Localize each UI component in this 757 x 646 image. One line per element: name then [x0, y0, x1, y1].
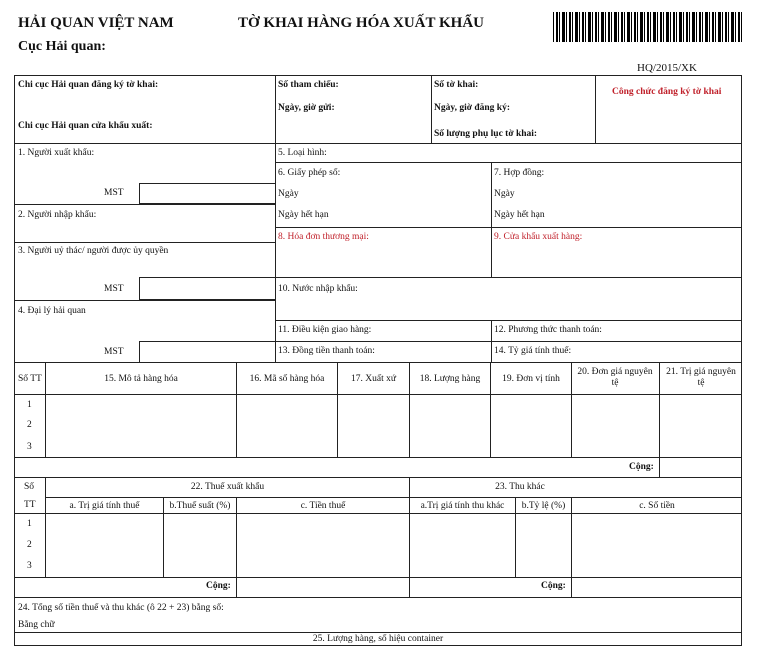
tax-stt-label: Số	[24, 482, 35, 492]
divider	[409, 477, 410, 597]
giay-phep-label: 6. Giấy phép số:	[278, 168, 341, 178]
giay-phep-het-han-label: Ngày hết hạn	[278, 210, 329, 220]
goods-row-3: 3	[27, 442, 32, 452]
divider	[14, 300, 276, 301]
giay-phep-ngay-label: Ngày	[278, 189, 299, 199]
goods-row-1: 1	[27, 400, 32, 410]
org-name: HẢI QUAN VIỆT NAM	[18, 15, 174, 31]
nuoc-nk-label: 10. Nước nhập khẩu:	[278, 284, 358, 294]
divider	[595, 75, 596, 143]
tax-thu-khac-header: 23. Thu khác	[495, 482, 545, 492]
divider	[14, 513, 742, 514]
tax-thue-xk-header: 22. Thuế xuất khẩu	[190, 482, 265, 492]
form-code: HQ/2015/XK	[637, 62, 697, 74]
dong-tien-label: 13. Đồng tiền thanh toán:	[278, 346, 375, 356]
bang-chu-label: Bằng chữ	[18, 620, 55, 630]
divider	[275, 341, 742, 342]
goods-header-xuat-xu: 17. Xuất xứ	[351, 374, 396, 384]
divider	[275, 143, 276, 362]
divider	[275, 162, 742, 163]
mst-field-dai-ly[interactable]	[139, 341, 276, 363]
divider	[14, 457, 742, 458]
ngay-gio-dk-label: Ngày, giờ đăng ký:	[434, 103, 510, 113]
divider	[14, 204, 276, 205]
tong-so-label: 24. Tổng số tiền thuế và thu khác (ô 22 + 23) bằng số:	[18, 603, 224, 613]
tax-sub-thue-suat: b.Thuế suất (%)	[169, 501, 231, 511]
divider	[275, 227, 742, 228]
form-frame	[14, 75, 742, 646]
tax-sub-ty-le: b.Tỷ lệ (%)	[521, 501, 566, 511]
ngay-gio-gui-label: Ngày, giờ gửi:	[278, 103, 335, 113]
chi-cuc-ck-label: Chi cục Hải quan cửa khẩu xuất:	[18, 121, 153, 131]
mst-label: MST	[104, 347, 124, 357]
goods-header-ma-so: 16. Mã số hàng hóa	[249, 374, 325, 384]
goods-row-2: 2	[27, 420, 32, 430]
nguoi-xk-label: 1. Người xuất khẩu:	[18, 148, 95, 158]
tax-sub-tri-gia-khac: a.Trị giá tính thu khác	[420, 501, 505, 511]
divider	[236, 497, 237, 597]
goods-header-luong: 18. Lượng hàng	[419, 374, 481, 384]
tax-row-2: 2	[27, 540, 32, 550]
goods-total-label: Cộng:	[629, 462, 654, 472]
so-to-khai-label: Số tờ khai:	[434, 80, 479, 90]
hoa-don-label: 8. Hóa đơn thương mại:	[278, 232, 369, 242]
tax-xk-total-label: Cộng:	[206, 581, 231, 591]
so-luong-pl-label: Số lượng phụ lục tờ khai:	[434, 129, 538, 139]
nguoi-uy-thac-label: 3. Người uỷ thác/ người được ủy quyền	[18, 246, 169, 256]
divider	[14, 143, 742, 144]
divider	[659, 362, 660, 477]
mst-label: MST	[104, 284, 124, 294]
page-title: TỜ KHAI HÀNG HÓA XUẤT KHẨU	[238, 15, 484, 31]
divider	[14, 477, 742, 478]
cua-khau-label: 9. Cửa khẩu xuất hàng:	[494, 232, 583, 242]
divider	[14, 632, 742, 633]
barcode	[553, 12, 743, 42]
goods-header-mo-ta: 15. Mô tả hàng hóa	[104, 374, 178, 384]
goods-header-don-gia: 20. Đơn giá nguyên tệ	[577, 367, 653, 388]
phuong-thuc-label: 12. Phương thức thanh toán:	[494, 325, 602, 335]
tax-sub-tri-gia: a. Trị giá tính thuế	[69, 501, 140, 511]
nguoi-nk-label: 2. Người nhập khẩu:	[18, 210, 97, 220]
goods-header-tri-gia: 21. Trị giá nguyên tệ	[666, 367, 736, 388]
tax-row-1: 1	[27, 519, 32, 529]
divider	[275, 277, 742, 278]
cong-chuc-label: Công chức đăng ký tờ khai	[612, 87, 722, 97]
divider	[275, 75, 276, 143]
divider	[14, 242, 276, 243]
tax-sub-so-tien: c. Số tiền	[639, 501, 675, 511]
loai-hinh-label: 5. Loại hình:	[278, 148, 327, 158]
so-tham-chieu-label: Số tham chiếu:	[278, 80, 339, 90]
divider	[431, 75, 432, 143]
divider	[45, 497, 742, 498]
chi-cuc-dk-label: Chi cục Hải quan đăng ký tờ khai:	[18, 80, 159, 90]
divider	[571, 497, 572, 597]
divider	[14, 394, 742, 395]
ty-gia-label: 14. Tỷ giá tính thuế:	[494, 346, 572, 356]
tax-row-3: 3	[27, 561, 32, 571]
dai-ly-label: 4. Đại lý hải quan	[18, 306, 86, 316]
hop-dong-label: 7. Hợp đồng:	[494, 168, 545, 178]
tax-khac-total-label: Cộng:	[541, 581, 566, 591]
dept-label: Cục Hải quan:	[18, 39, 106, 54]
goods-header-dvt: 19. Đơn vị tính	[502, 374, 560, 384]
tax-sub-tien-thue: c. Tiền thuế	[300, 501, 346, 511]
divider	[275, 320, 742, 321]
dieu-kien-label: 11. Điều kiện giao hàng:	[278, 325, 372, 335]
mst-field-xk[interactable]	[139, 183, 276, 204]
divider	[491, 162, 492, 277]
divider	[14, 577, 742, 578]
container-label: 25. Lượng hàng, số hiệu container	[312, 634, 444, 644]
hop-dong-het-han-label: Ngày hết hạn	[494, 210, 545, 220]
divider	[14, 597, 742, 598]
divider	[571, 362, 572, 457]
divider	[14, 362, 742, 363]
tax-stt-label-2: TT	[24, 500, 36, 510]
mst-field-uy-thac[interactable]	[139, 277, 276, 300]
hop-dong-ngay-label: Ngày	[494, 189, 515, 199]
goods-header-stt: Số TT	[18, 374, 42, 384]
mst-label: MST	[104, 188, 124, 198]
